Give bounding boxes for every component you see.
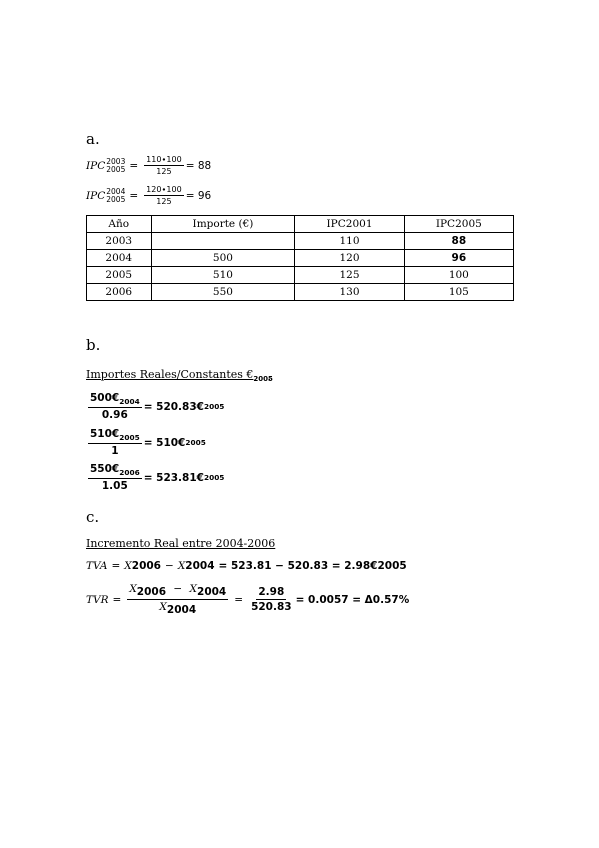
ipc-result: = 88 [185,159,212,172]
real-amount-2004: $\frac{500€_{2004}}{0.96}$ = 520.83€ 2005 [90,392,225,422]
ipc-var: IPC [86,159,106,172]
table-row: 2006 550 130 105 [87,284,514,301]
header-amount: Importe (€) [151,216,295,233]
real-amount-2005: $\frac{510€_{2005}}{1}$ = 510€ 2005 [90,428,206,458]
ipc-table [86,215,514,301]
table-row: 2003 110 88 [87,233,514,250]
ipc-sup: 2003 [106,156,126,166]
tva-equation: TVA = X 2006 − X 2004 = 523.81 − 520.83 = 2.98€ 2005 [86,560,407,572]
section-c-label: c. [86,508,100,526]
ipc-2004-equation: IPC 2004 2005 = $\frac{120\cdot 100}{125}$ = 96 [86,185,212,206]
section-b-label: b. [86,336,101,354]
section-b-subtitle: Importes Reales/Constantes $€_{2005}$ [86,368,273,384]
real-amount-2006: $\frac{550€_{2006}}{1.05}$ = 523.81€ 2005 [90,463,225,493]
ipc-sub: 2005 [106,164,126,174]
tvr-equation: TVR = $\frac{X_{2006} - X_{2004}}{X_{2004}}$ = $\frac{2.98}{520.83}$ = 0.0057 = Δ0.57% [86,583,410,617]
section-a-label: a. [86,130,100,148]
table-row: 2005 510 125 100 [87,267,514,284]
header-year: Año [87,216,152,233]
ipc-fraction: $\frac{120\cdot 100}{125}$ [146,185,182,206]
section-c-subtitle: Incremento Real entre 2004-2006 [86,537,276,550]
table-header-row [87,216,514,233]
ipc-result: = 96 [185,189,212,202]
table-row: 2004 500 120 96 [87,250,514,267]
ipc-fraction: $\frac{110\cdot 100}{125}$ [146,155,182,176]
ipc-2003-equation: IPC 2003 2005 = $\frac{110\cdot 100}{125}$ = 88 [86,155,212,176]
header-ipc2005: IPC2005 [404,216,513,233]
header-ipc2001: IPC2001 [295,216,404,233]
